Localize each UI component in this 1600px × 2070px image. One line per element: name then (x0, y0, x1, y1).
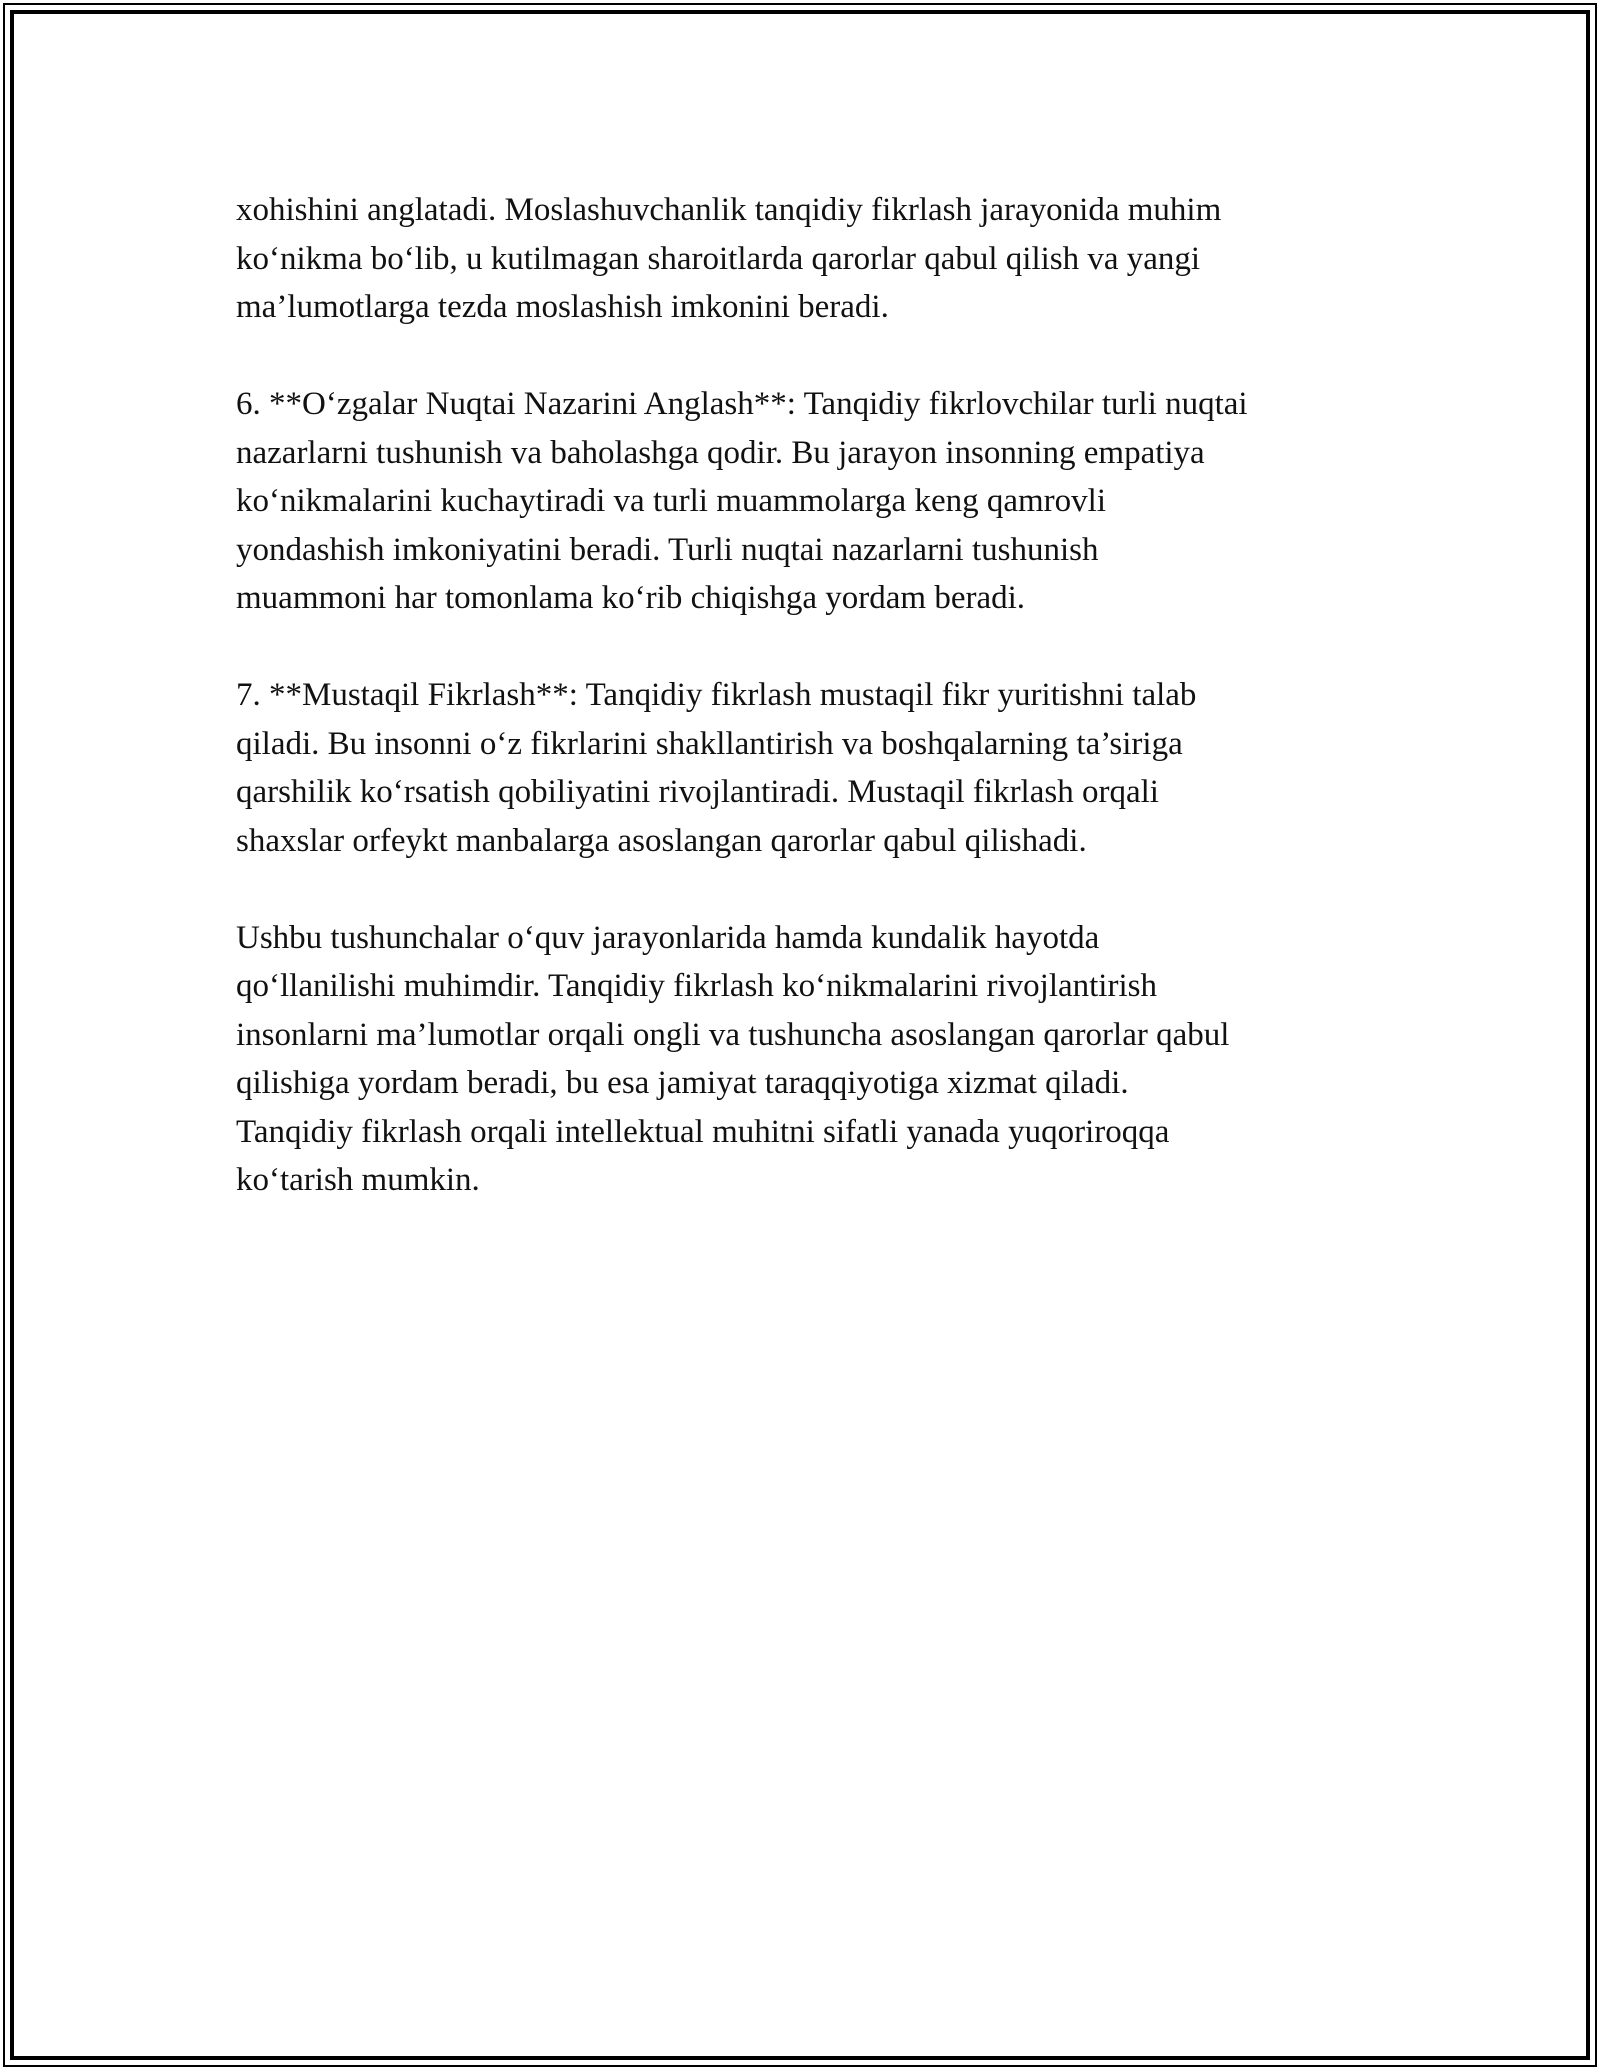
document-body (236, 186, 1396, 1253)
paragraph-perspectives: 6. **O‘zgalar Nuqtai Nazarini Anglash**: Tanqidiy fikrlovchilar turli nuqtai nazarlarni tushunish va baholashga qodir. Bu jarayon insonning empatiya ko‘nikmalarini kuchaytiradi va turli muammolarga keng qamrovli yondashish imkoniyatini beradi. Turli nuqtai nazarlarni tushunish muammoni har tomonlama ko‘rib chiqishga yordam beradi. (236, 386, 1248, 616)
paragraph-independent-thinking: 7. **Mustaqil Fikrlash**: Tanqidiy fikrlash mustaqil fikr yuritishni talab qiladi. Bu insonni o‘z fikrlarini shakllantirish va boshqalarning ta’siriga qarshilik ko‘rsatish qobiliyatini rivojlantiradi. Mustaqil fikrlash orqali shaxslar orfeykt manbalarga asoslangan qarorlar qabul qilishadi. (236, 677, 1197, 859)
paragraph-conclusion: Ushbu tushunchalar o‘quv jarayonlarida hamda kundalik hayotda qo‘llanilishi muhimdir. Tanqidiy fikrlash ko‘nikmalarini rivojlantirish insonlarni ma’lumotlar orqali ongli va tushuncha asoslangan qarorlar qabul qilishiga yordam beradi, bu esa jamiyat taraqqiyotiga xizmat qiladi. Tanqidiy fikrlash orqali intellektual muhitni sifatli yanada yuqoriroqqa ko‘tarish mumkin. (236, 919, 1230, 1198)
paragraph-adaptability-continued: xohishini anglatadi. Moslashuvchanlik tanqidiy fikrlash jarayonida muhim ko‘nikma bo‘lib, u kutilmagan sharoitlarda qarorlar qabul qilish va yangi ma’lumotlarga tezda moslashish imkonini beradi. (236, 192, 1222, 325)
